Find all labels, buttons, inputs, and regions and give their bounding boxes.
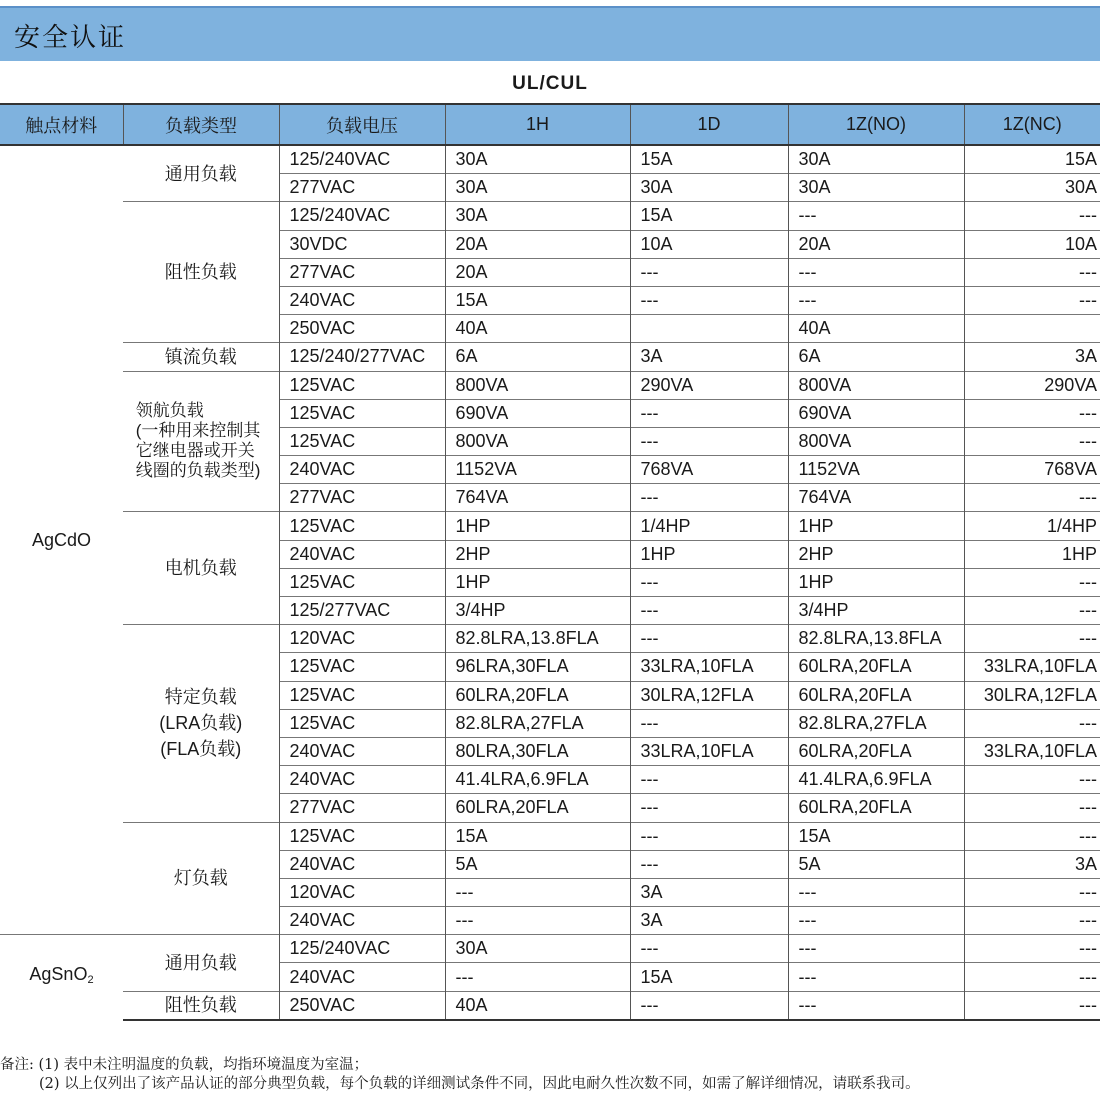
1h-cell: --- bbox=[445, 907, 630, 935]
1z-no-cell: 60LRA,20FLA bbox=[788, 653, 964, 681]
voltage-cell: 125VAC bbox=[279, 681, 445, 709]
header-contact-material: 触点材料 bbox=[0, 104, 123, 145]
voltage-cell: 125VAC bbox=[279, 822, 445, 850]
1z-no-cell: 30A bbox=[788, 174, 964, 202]
1h-cell: 82.8LRA,27FLA bbox=[445, 709, 630, 737]
1z-no-cell: --- bbox=[788, 878, 964, 906]
1d-cell: --- bbox=[630, 258, 788, 286]
1d-cell: 30A bbox=[630, 174, 788, 202]
1z-no-cell: --- bbox=[788, 935, 964, 963]
voltage-cell: 125VAC bbox=[279, 709, 445, 737]
1h-cell: 690VA bbox=[445, 399, 630, 427]
1z-no-cell: --- bbox=[788, 963, 964, 991]
1z-no-cell: 40A bbox=[788, 315, 964, 343]
voltage-cell: 277VAC bbox=[279, 484, 445, 512]
material-name: AgSnO bbox=[29, 964, 88, 985]
1h-cell: 1HP bbox=[445, 512, 630, 540]
1d-cell: 768VA bbox=[630, 456, 788, 484]
1z-nc-cell: 3A bbox=[964, 850, 1100, 878]
1h-cell: 5A bbox=[445, 850, 630, 878]
header-1d: 1D bbox=[630, 104, 788, 145]
voltage-cell: 250VAC bbox=[279, 991, 445, 1020]
1z-no-cell: 2HP bbox=[788, 540, 964, 568]
1z-nc-cell: --- bbox=[964, 568, 1100, 596]
1d-cell: 33LRA,10FLA bbox=[630, 653, 788, 681]
footnote-2: (2) 以上仅列出了该产品认证的部分典型负载，每个负载的详细测试条件不同，因此电耐久性次数不同，如需了解详细情况，请联系我司。 bbox=[39, 1076, 920, 1092]
load-type-label: 镇流负载 bbox=[164, 346, 237, 367]
voltage-cell: 240VAC bbox=[279, 850, 445, 878]
table-body bbox=[0, 145, 1100, 1020]
1z-nc-cell: --- bbox=[964, 427, 1100, 455]
1h-cell: 30A bbox=[445, 202, 630, 230]
1z-nc-cell: --- bbox=[964, 709, 1100, 737]
table-row bbox=[0, 512, 1100, 540]
voltage-cell: 125/240VAC bbox=[279, 935, 445, 963]
1z-nc-cell: 290VA bbox=[964, 371, 1100, 399]
header-1z-no: 1Z(NO) bbox=[788, 104, 964, 145]
1z-no-cell: --- bbox=[788, 258, 964, 286]
1d-cell: --- bbox=[630, 286, 788, 314]
1h-cell: 20A bbox=[445, 230, 630, 258]
1z-nc-cell: 30A bbox=[964, 174, 1100, 202]
footnotes bbox=[0, 1056, 1100, 1094]
1h-cell: 80LRA,30FLA bbox=[445, 737, 630, 765]
table-row bbox=[0, 625, 1100, 653]
section-title: 安全认证 bbox=[14, 22, 127, 52]
load-type-label: 电机负载 bbox=[164, 558, 237, 579]
1z-no-cell: 690VA bbox=[788, 399, 964, 427]
1z-no-cell: 1152VA bbox=[788, 456, 964, 484]
1z-nc-cell: --- bbox=[964, 878, 1100, 906]
load-type-label: 阻性负载 bbox=[164, 262, 237, 283]
voltage-cell: 125VAC bbox=[279, 371, 445, 399]
voltage-cell: 240VAC bbox=[279, 907, 445, 935]
1z-nc-cell bbox=[964, 315, 1100, 343]
1h-cell: 3/4HP bbox=[445, 597, 630, 625]
1d-cell: --- bbox=[630, 427, 788, 455]
voltage-cell: 125VAC bbox=[279, 399, 445, 427]
1z-no-cell: 82.8LRA,13.8FLA bbox=[788, 625, 964, 653]
1z-nc-cell: --- bbox=[964, 597, 1100, 625]
1h-cell: 60LRA,20FLA bbox=[445, 794, 630, 822]
1d-cell: 33LRA,10FLA bbox=[630, 737, 788, 765]
voltage-cell: 277VAC bbox=[279, 258, 445, 286]
1d-cell: 10A bbox=[630, 230, 788, 258]
1z-nc-cell: --- bbox=[964, 794, 1100, 822]
1d-cell: --- bbox=[630, 597, 788, 625]
voltage-cell: 277VAC bbox=[279, 174, 445, 202]
voltage-cell: 240VAC bbox=[279, 737, 445, 765]
load-type-cell bbox=[123, 935, 279, 991]
voltage-cell: 125/240/277VAC bbox=[279, 343, 445, 371]
1z-no-cell: 3/4HP bbox=[788, 597, 964, 625]
1h-cell: 40A bbox=[445, 315, 630, 343]
load-type-cell bbox=[123, 512, 279, 625]
header-load-voltage: 负载电压 bbox=[279, 104, 445, 145]
voltage-cell: 30VDC bbox=[279, 230, 445, 258]
1h-cell: 15A bbox=[445, 822, 630, 850]
1z-nc-cell: --- bbox=[964, 766, 1100, 794]
table-row bbox=[0, 343, 1100, 371]
voltage-cell: 250VAC bbox=[279, 315, 445, 343]
load-type-cell bbox=[123, 343, 279, 371]
1z-no-cell: 60LRA,20FLA bbox=[788, 737, 964, 765]
1h-cell: 2HP bbox=[445, 540, 630, 568]
1z-no-cell: 60LRA,20FLA bbox=[788, 681, 964, 709]
voltage-cell: 240VAC bbox=[279, 540, 445, 568]
1z-nc-cell: --- bbox=[964, 822, 1100, 850]
voltage-cell: 125VAC bbox=[279, 512, 445, 540]
voltage-cell: 240VAC bbox=[279, 286, 445, 314]
1z-no-cell: 20A bbox=[788, 230, 964, 258]
1h-cell: 1152VA bbox=[445, 456, 630, 484]
1d-cell: 1HP bbox=[630, 540, 788, 568]
1z-nc-cell: 30LRA,12FLA bbox=[964, 681, 1100, 709]
certification-table bbox=[0, 103, 1100, 1021]
table-row bbox=[0, 991, 1100, 1020]
voltage-cell: 125VAC bbox=[279, 427, 445, 455]
1z-nc-cell: --- bbox=[964, 991, 1100, 1020]
load-type-cell bbox=[123, 202, 279, 343]
header-load-type: 负载类型 bbox=[123, 104, 279, 145]
1h-cell: 40A bbox=[445, 991, 630, 1020]
table-row bbox=[0, 822, 1100, 850]
1z-nc-cell: --- bbox=[964, 286, 1100, 314]
1z-nc-cell: --- bbox=[964, 484, 1100, 512]
1z-no-cell: --- bbox=[788, 286, 964, 314]
1d-cell: 15A bbox=[630, 202, 788, 230]
voltage-cell: 120VAC bbox=[279, 625, 445, 653]
1z-no-cell: 41.4LRA,6.9FLA bbox=[788, 766, 964, 794]
voltage-cell: 240VAC bbox=[279, 963, 445, 991]
1d-cell: --- bbox=[630, 568, 788, 596]
1z-nc-cell: --- bbox=[964, 258, 1100, 286]
voltage-cell: 277VAC bbox=[279, 794, 445, 822]
1z-no-cell: 5A bbox=[788, 850, 964, 878]
1h-cell: 30A bbox=[445, 145, 630, 174]
1h-cell: 30A bbox=[445, 935, 630, 963]
voltage-cell: 120VAC bbox=[279, 878, 445, 906]
1z-no-cell: --- bbox=[788, 202, 964, 230]
1z-nc-cell: 15A bbox=[964, 145, 1100, 174]
material-subscript: 2 bbox=[87, 974, 94, 987]
certification-subtitle: UL/CUL bbox=[512, 73, 588, 94]
1d-cell: --- bbox=[630, 822, 788, 850]
1h-cell: 30A bbox=[445, 174, 630, 202]
1d-cell: 15A bbox=[630, 963, 788, 991]
1d-cell: 1/4HP bbox=[630, 512, 788, 540]
1d-cell: 30LRA,12FLA bbox=[630, 681, 788, 709]
table-row bbox=[0, 935, 1100, 963]
1z-nc-cell: --- bbox=[964, 963, 1100, 991]
voltage-cell: 240VAC bbox=[279, 766, 445, 794]
1z-nc-cell: --- bbox=[964, 399, 1100, 427]
1z-nc-cell: --- bbox=[964, 625, 1100, 653]
1d-cell bbox=[630, 315, 788, 343]
1z-nc-cell: 3A bbox=[964, 343, 1100, 371]
load-type-cell bbox=[123, 625, 279, 822]
1d-cell: 3A bbox=[630, 878, 788, 906]
1d-cell: 290VA bbox=[630, 371, 788, 399]
1z-no-cell: 764VA bbox=[788, 484, 964, 512]
1h-cell: 60LRA,20FLA bbox=[445, 681, 630, 709]
1z-no-cell: 15A bbox=[788, 822, 964, 850]
1h-cell: 41.4LRA,6.9FLA bbox=[445, 766, 630, 794]
1h-cell: 6A bbox=[445, 343, 630, 371]
1z-nc-cell: --- bbox=[964, 202, 1100, 230]
1h-cell: 82.8LRA,13.8FLA bbox=[445, 625, 630, 653]
table-header-row bbox=[0, 104, 1100, 145]
1z-nc-cell: 10A bbox=[964, 230, 1100, 258]
header-1h: 1H bbox=[445, 104, 630, 145]
load-type-label: 阻性负载 bbox=[164, 995, 237, 1016]
1d-cell: --- bbox=[630, 766, 788, 794]
1z-no-cell: 6A bbox=[788, 343, 964, 371]
voltage-cell: 125VAC bbox=[279, 653, 445, 681]
table-row bbox=[0, 371, 1100, 399]
load-type-cell bbox=[123, 371, 279, 512]
contact-material-cell bbox=[0, 935, 123, 1020]
1d-cell: --- bbox=[630, 935, 788, 963]
voltage-cell: 125/277VAC bbox=[279, 597, 445, 625]
1h-cell: --- bbox=[445, 963, 630, 991]
1d-cell: --- bbox=[630, 625, 788, 653]
1d-cell: --- bbox=[630, 484, 788, 512]
contact-material-cell: AgCdO bbox=[0, 145, 123, 935]
1d-cell: 3A bbox=[630, 907, 788, 935]
1d-cell: --- bbox=[630, 709, 788, 737]
1z-no-cell: --- bbox=[788, 991, 964, 1020]
1h-cell: 15A bbox=[445, 286, 630, 314]
voltage-cell: 240VAC bbox=[279, 456, 445, 484]
table-row bbox=[0, 202, 1100, 230]
load-type-label: 通用负载 bbox=[164, 163, 237, 184]
1z-nc-cell: 33LRA,10FLA bbox=[964, 737, 1100, 765]
load-type-label: 领航负载 (一种用来控制其它继电器或开关线圈的负载类型) bbox=[135, 400, 261, 480]
1h-cell: 764VA bbox=[445, 484, 630, 512]
1h-cell: 20A bbox=[445, 258, 630, 286]
1z-no-cell: 60LRA,20FLA bbox=[788, 794, 964, 822]
load-type-cell bbox=[123, 822, 279, 935]
footnote-1: 备注: (1) 表中未注明温度的负载，均指环境温度为室温； bbox=[0, 1057, 369, 1073]
1d-cell: --- bbox=[630, 850, 788, 878]
header-1z-nc: 1Z(NC) bbox=[964, 104, 1100, 145]
1z-no-cell: 30A bbox=[788, 145, 964, 174]
table-row bbox=[0, 145, 1100, 174]
1d-cell: 15A bbox=[630, 145, 788, 174]
1z-no-cell: 82.8LRA,27FLA bbox=[788, 709, 964, 737]
1z-no-cell: --- bbox=[788, 907, 964, 935]
load-type-cell bbox=[123, 991, 279, 1020]
1z-no-cell: 1HP bbox=[788, 512, 964, 540]
voltage-cell: 125/240VAC bbox=[279, 145, 445, 174]
1z-nc-cell: 768VA bbox=[964, 456, 1100, 484]
1d-cell: --- bbox=[630, 399, 788, 427]
1h-cell: 1HP bbox=[445, 568, 630, 596]
section-banner bbox=[0, 6, 1100, 61]
load-type-label: 特定负载 (LRA负载) (FLA负载) bbox=[159, 687, 243, 760]
1z-nc-cell: 33LRA,10FLA bbox=[964, 653, 1100, 681]
1z-nc-cell: --- bbox=[964, 907, 1100, 935]
voltage-cell: 125/240VAC bbox=[279, 202, 445, 230]
load-type-cell bbox=[123, 145, 279, 202]
1z-nc-cell: 1HP bbox=[964, 540, 1100, 568]
1h-cell: 800VA bbox=[445, 427, 630, 455]
1z-nc-cell: --- bbox=[964, 935, 1100, 963]
1d-cell: --- bbox=[630, 991, 788, 1020]
1z-no-cell: 800VA bbox=[788, 427, 964, 455]
1z-no-cell: 800VA bbox=[788, 371, 964, 399]
1z-nc-cell: 1/4HP bbox=[964, 512, 1100, 540]
1d-cell: 3A bbox=[630, 343, 788, 371]
load-type-label: 灯负载 bbox=[173, 868, 228, 889]
1z-no-cell: 1HP bbox=[788, 568, 964, 596]
1d-cell: --- bbox=[630, 794, 788, 822]
load-type-label: 通用负载 bbox=[164, 952, 237, 973]
1h-cell: --- bbox=[445, 878, 630, 906]
1h-cell: 96LRA,30FLA bbox=[445, 653, 630, 681]
voltage-cell: 125VAC bbox=[279, 568, 445, 596]
1h-cell: 800VA bbox=[445, 371, 630, 399]
